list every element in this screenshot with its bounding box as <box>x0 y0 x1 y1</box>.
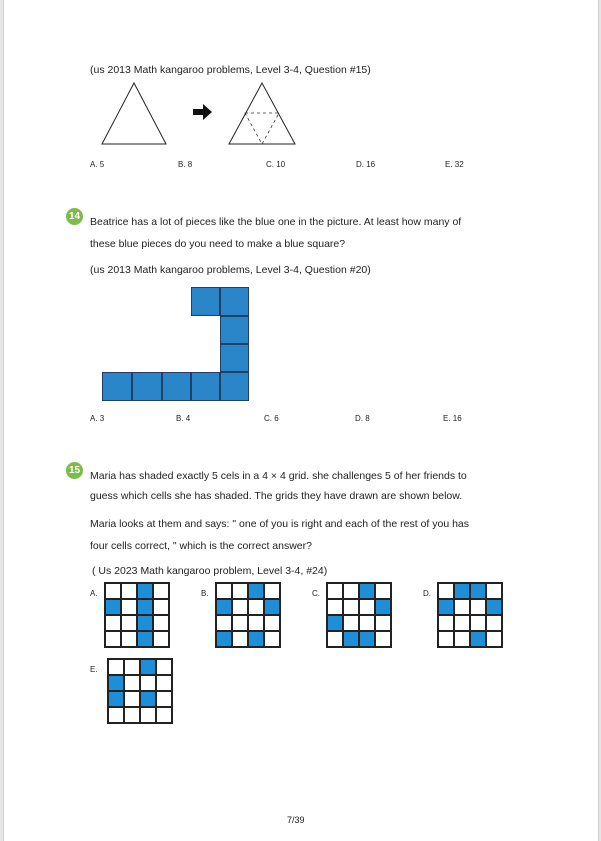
grid-cell <box>375 631 391 647</box>
question-number-badge: 15 <box>66 462 83 479</box>
answer-grid-a <box>104 582 170 648</box>
grid-cell <box>343 615 359 631</box>
grid-cell <box>232 631 248 647</box>
grid-cell <box>121 631 137 647</box>
grid-cell <box>153 631 169 647</box>
grid-cell <box>232 615 248 631</box>
grid-cell <box>486 583 502 599</box>
answer-grid-d <box>437 582 503 648</box>
grid-cell <box>438 583 454 599</box>
grid-cell <box>264 583 280 599</box>
shaded-cell <box>327 615 343 631</box>
grid-cell <box>438 631 454 647</box>
grid-label-d: D. <box>423 589 431 598</box>
shaded-cell <box>359 583 375 599</box>
grid-cell <box>327 631 343 647</box>
answer-grid-c <box>326 582 392 648</box>
grid-cell <box>105 583 121 599</box>
grid-cell <box>264 615 280 631</box>
piece-square <box>162 372 191 401</box>
grid-cell <box>375 583 391 599</box>
grid-cell <box>248 615 264 631</box>
q13-option-d: D. 16 <box>356 160 376 169</box>
grid-cell <box>470 599 486 615</box>
grid-cell <box>343 583 359 599</box>
grid-label-b: B. <box>201 589 209 598</box>
piece-square <box>191 372 220 401</box>
piece-square <box>191 287 220 316</box>
grid-cell <box>216 615 232 631</box>
grid-cell <box>153 599 169 615</box>
grid-cell <box>359 599 375 615</box>
q15-text-line2: guess which cells she has shaded. The grids they have drawn are shown below. <box>90 490 463 502</box>
grid-cell <box>359 615 375 631</box>
q14-source: (us 2013 Math kangaroo problems, Level 3-4, Question #20) <box>90 264 371 276</box>
shaded-cell <box>470 631 486 647</box>
document-page <box>3 0 599 841</box>
grid-cell <box>121 599 137 615</box>
q13-option-e: E. 32 <box>445 160 464 169</box>
grid-cell <box>140 675 156 691</box>
piece-square <box>220 316 249 344</box>
piece-square <box>220 344 249 372</box>
grid-cell <box>124 659 140 675</box>
q15-source: ( Us 2023 Math kangaroo problem, Level 3-4, #24) <box>92 565 328 577</box>
grid-cell <box>232 583 248 599</box>
grid-cell <box>156 675 172 691</box>
grid-cell <box>153 583 169 599</box>
shaded-cell <box>105 599 121 615</box>
q13-source: (us 2013 Math kangaroo problems, Level 3-4, Question #15) <box>90 64 371 76</box>
grid-cell <box>327 599 343 615</box>
grid-cell <box>156 691 172 707</box>
grid-cell <box>108 707 124 723</box>
grid-label-e: E. <box>90 665 98 674</box>
shaded-cell <box>248 583 264 599</box>
q14-option-e: E. 16 <box>443 414 462 423</box>
piece-square <box>220 372 249 401</box>
grid-cell <box>470 615 486 631</box>
shaded-cell <box>108 675 124 691</box>
right-arrow-icon <box>193 104 212 120</box>
q13-option-a: A. 5 <box>90 160 105 169</box>
answer-grid-b <box>215 582 281 648</box>
shaded-cell <box>343 631 359 647</box>
grid-label-c: C. <box>312 589 320 598</box>
shaded-cell <box>216 631 232 647</box>
grid-cell <box>486 615 502 631</box>
shaded-cell <box>137 615 153 631</box>
shaded-cell <box>470 583 486 599</box>
q14-text-line1: Beatrice has a lot of pieces like the blue one in the picture. At least how many of <box>90 216 462 228</box>
grid-cell <box>454 599 470 615</box>
shaded-cell <box>486 599 502 615</box>
grid-cell <box>156 707 172 723</box>
shaded-cell <box>137 599 153 615</box>
piece-square <box>220 287 249 316</box>
grid-cell <box>140 707 156 723</box>
shaded-cell <box>438 599 454 615</box>
grid-cell <box>375 615 391 631</box>
shaded-cell <box>248 631 264 647</box>
q15-text-line4: four cells correct, " which is the correct answer? <box>90 540 312 552</box>
grid-cell <box>454 615 470 631</box>
piece-square <box>102 372 132 401</box>
grid-cell <box>232 599 248 615</box>
grid-cell <box>105 615 121 631</box>
grid-cell <box>156 659 172 675</box>
grid-cell <box>327 583 343 599</box>
grid-cell <box>216 583 232 599</box>
q15-text-line1: Maria has shaded exactly 5 cels in a 4 × 4 grid. she challenges 5 of her friends to <box>90 470 467 482</box>
grid-cell <box>124 675 140 691</box>
grid-cell <box>153 615 169 631</box>
shaded-cell <box>216 599 232 615</box>
shaded-cell <box>108 691 124 707</box>
q13-option-c: C. 10 <box>266 160 286 169</box>
q14-option-c: C. 6 <box>264 414 279 423</box>
q13-option-b: B. 8 <box>178 160 193 169</box>
piece-square <box>132 372 162 401</box>
question-number-badge: 14 <box>66 208 83 225</box>
shaded-cell <box>375 599 391 615</box>
q14-option-b: B. 4 <box>176 414 191 423</box>
shaded-cell <box>137 631 153 647</box>
shaded-cell <box>140 691 156 707</box>
answer-grid-e <box>107 658 173 724</box>
shaded-cell <box>140 659 156 675</box>
triangle-figure <box>99 80 309 148</box>
shaded-cell <box>359 631 375 647</box>
grid-cell <box>248 599 264 615</box>
grid-cell <box>108 659 124 675</box>
grid-cell <box>486 631 502 647</box>
q14-text-line2: these blue pieces do you need to make a blue square? <box>90 238 346 250</box>
grid-cell <box>343 599 359 615</box>
grid-cell <box>124 691 140 707</box>
grid-cell <box>105 631 121 647</box>
grid-cell <box>264 631 280 647</box>
q15-text-line3: Maria looks at them and says: " one of you is right and each of the rest of you has <box>90 518 470 530</box>
grid-cell <box>121 583 137 599</box>
grid-cell <box>454 631 470 647</box>
shaded-cell <box>137 583 153 599</box>
grid-cell <box>438 615 454 631</box>
q14-option-a: A. 3 <box>90 414 105 423</box>
grid-cell <box>124 707 140 723</box>
grid-label-a: A. <box>90 589 98 598</box>
shaded-cell <box>264 599 280 615</box>
page-number: 7/39 <box>287 815 305 825</box>
shaded-cell <box>454 583 470 599</box>
grid-cell <box>121 615 137 631</box>
q14-option-d: D. 8 <box>355 414 370 423</box>
